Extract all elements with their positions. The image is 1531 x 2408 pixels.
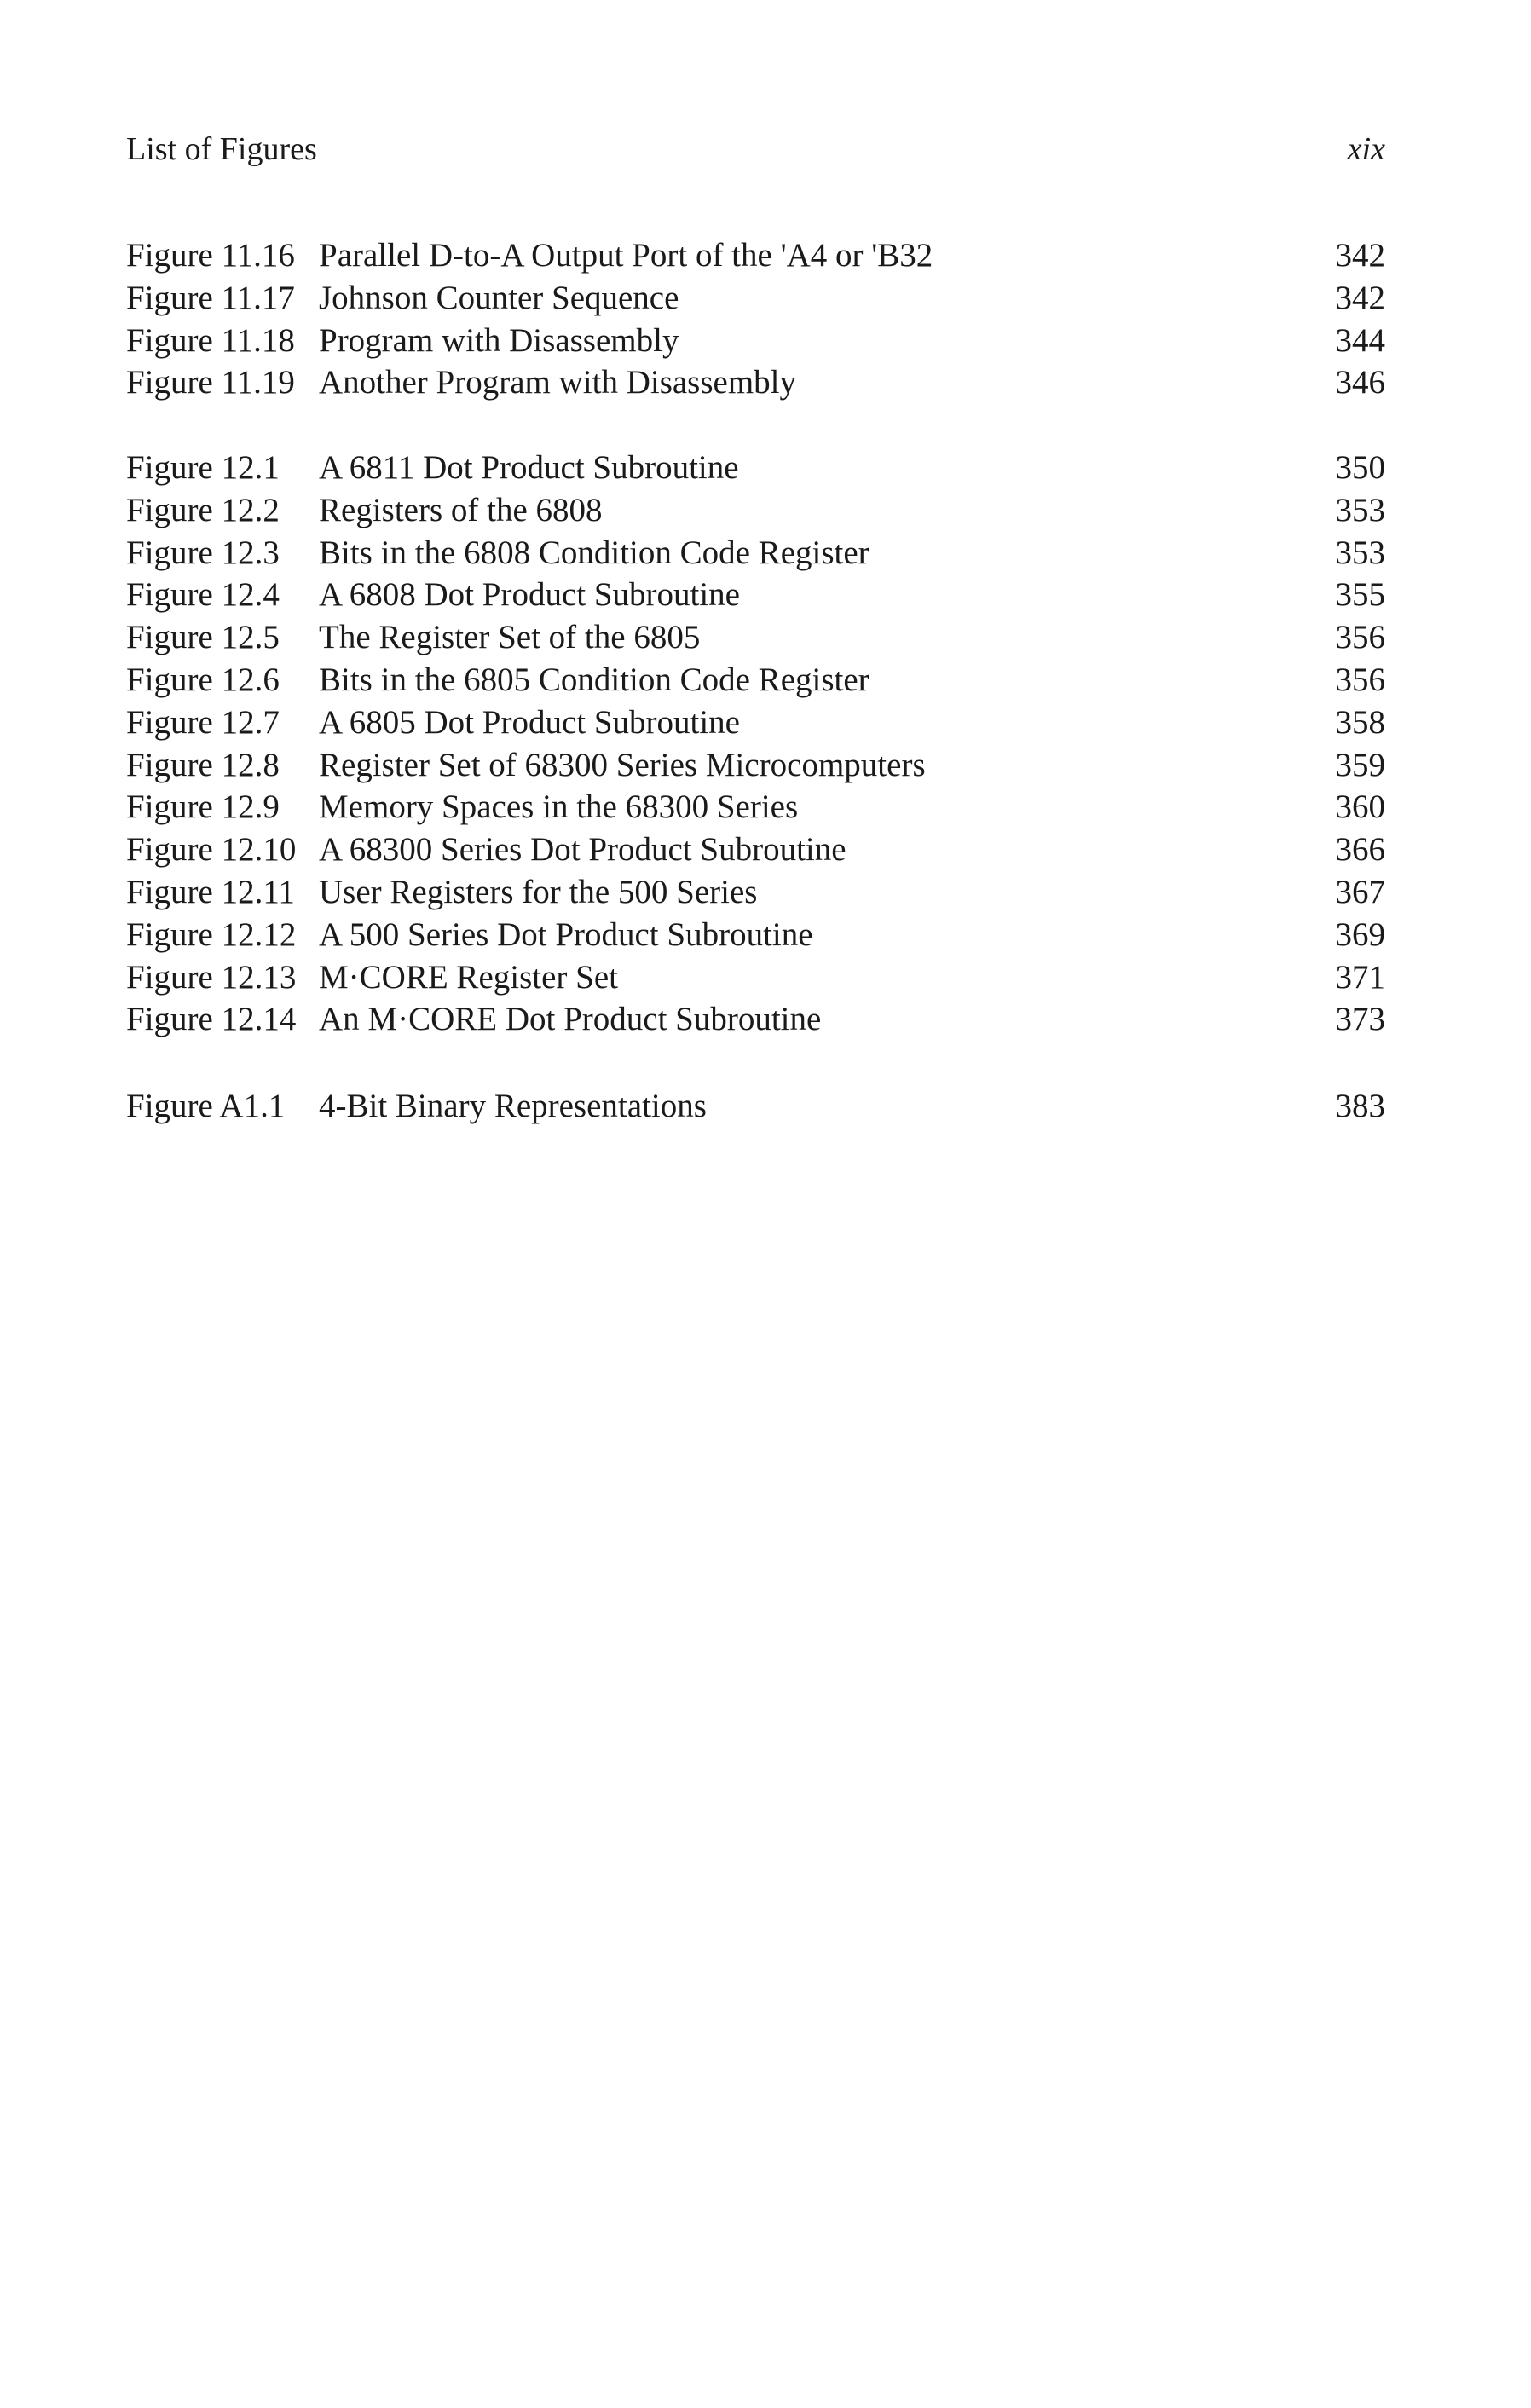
figure-group-appendix [126, 1085, 1385, 1128]
figure-page: 360 [1335, 788, 1385, 826]
figure-title: Bits in the 6805 Condition Code Register [319, 661, 869, 698]
figure-page: 346 [1335, 364, 1385, 401]
figure-title: Register Set of 68300 Series Microcomputers [319, 746, 926, 783]
figure-page: 344 [1335, 321, 1385, 359]
figure-entry [126, 1085, 1385, 1128]
figure-title: Bits in the 6808 Condition Code Register [319, 534, 869, 571]
figure-entry [126, 914, 1385, 956]
figure-page: 373 [1335, 1001, 1385, 1038]
figure-label: Figure 12.10 [126, 831, 297, 869]
figure-title: M·CORE Register Set [319, 958, 618, 996]
figure-page: 342 [1335, 237, 1385, 274]
figure-entry [126, 871, 1385, 914]
figure-entry [126, 489, 1385, 532]
figure-page: 356 [1335, 661, 1385, 698]
figure-title: A 6811 Dot Product Subroutine [319, 449, 739, 486]
figure-page: 350 [1335, 449, 1385, 486]
figure-label: Figure 12.6 [126, 661, 280, 698]
figure-title: Johnson Counter Sequence [319, 279, 679, 316]
figure-entry [126, 659, 1385, 702]
figure-label: Figure 12.5 [126, 619, 280, 656]
figure-page: 371 [1335, 958, 1385, 996]
figure-title: Parallel D-to-A Output Port of the 'A4 or 'B32 [319, 237, 933, 274]
figure-page: 369 [1335, 915, 1385, 953]
figure-entry [126, 320, 1385, 362]
figure-title: A 6808 Dot Product Subroutine [319, 576, 740, 614]
figure-page: 358 [1335, 703, 1385, 741]
figure-entry [126, 998, 1385, 1041]
figure-page: 355 [1335, 576, 1385, 614]
figure-label: Figure 12.13 [126, 958, 297, 996]
figure-label: Figure 12.4 [126, 576, 280, 614]
figure-page: 359 [1335, 746, 1385, 783]
figure-page: 353 [1335, 534, 1385, 571]
figure-label: Figure 11.16 [126, 237, 295, 274]
figure-label: Figure 11.19 [126, 364, 295, 401]
figure-label: Figure A1.1 [126, 1088, 286, 1124]
figure-entry [126, 616, 1385, 659]
figure-entry [126, 532, 1385, 575]
figure-entry [126, 786, 1385, 829]
figure-entry [126, 744, 1385, 787]
figure-label: Figure 12.9 [126, 788, 280, 826]
figure-page: 356 [1335, 619, 1385, 656]
figure-page: 342 [1335, 279, 1385, 316]
figure-title: Memory Spaces in the 68300 Series [319, 788, 799, 826]
figure-label: Figure 12.14 [126, 1001, 297, 1038]
figure-group-chapter-11 [126, 234, 1385, 404]
figure-title: 4-Bit Binary Representations [319, 1088, 707, 1124]
figure-entry [126, 956, 1385, 999]
figure-title: A 500 Series Dot Product Subroutine [319, 915, 813, 953]
figure-label: Figure 12.7 [126, 703, 280, 741]
figure-label: Figure 12.12 [126, 915, 297, 953]
figure-entry [126, 447, 1385, 489]
figure-title: A 68300 Series Dot Product Subroutine [319, 831, 846, 869]
figure-page: 383 [1335, 1088, 1385, 1124]
figure-label: Figure 12.3 [126, 534, 280, 571]
figure-title: A 6805 Dot Product Subroutine [319, 703, 740, 741]
running-header-title: List of Figures [126, 131, 317, 167]
figure-label: Figure 12.11 [126, 873, 295, 910]
page-number: xix [1347, 131, 1385, 167]
figure-label: Figure 12.2 [126, 491, 280, 528]
figure-title: User Registers for the 500 Series [319, 873, 758, 910]
figure-label: Figure 12.1 [126, 449, 280, 486]
figure-group-chapter-12 [126, 447, 1385, 1041]
figure-page: 367 [1335, 873, 1385, 910]
figure-title: The Register Set of the 6805 [319, 619, 701, 656]
figure-title: Another Program with Disassembly [319, 364, 797, 401]
figure-label: Figure 12.8 [126, 746, 280, 783]
figure-label: Figure 11.17 [126, 279, 295, 316]
figure-title: An M·CORE Dot Product Subroutine [319, 1001, 822, 1038]
figure-entry [126, 277, 1385, 320]
figure-label: Figure 11.18 [126, 321, 295, 359]
figure-page: 366 [1335, 831, 1385, 869]
figure-entry [126, 702, 1385, 744]
figure-entry [126, 361, 1385, 404]
figure-page: 353 [1335, 491, 1385, 528]
figure-entry [126, 574, 1385, 616]
figure-title: Program with Disassembly [319, 321, 679, 359]
figure-title: Registers of the 6808 [319, 491, 603, 528]
figure-entry [126, 234, 1385, 277]
figure-entry [126, 829, 1385, 871]
